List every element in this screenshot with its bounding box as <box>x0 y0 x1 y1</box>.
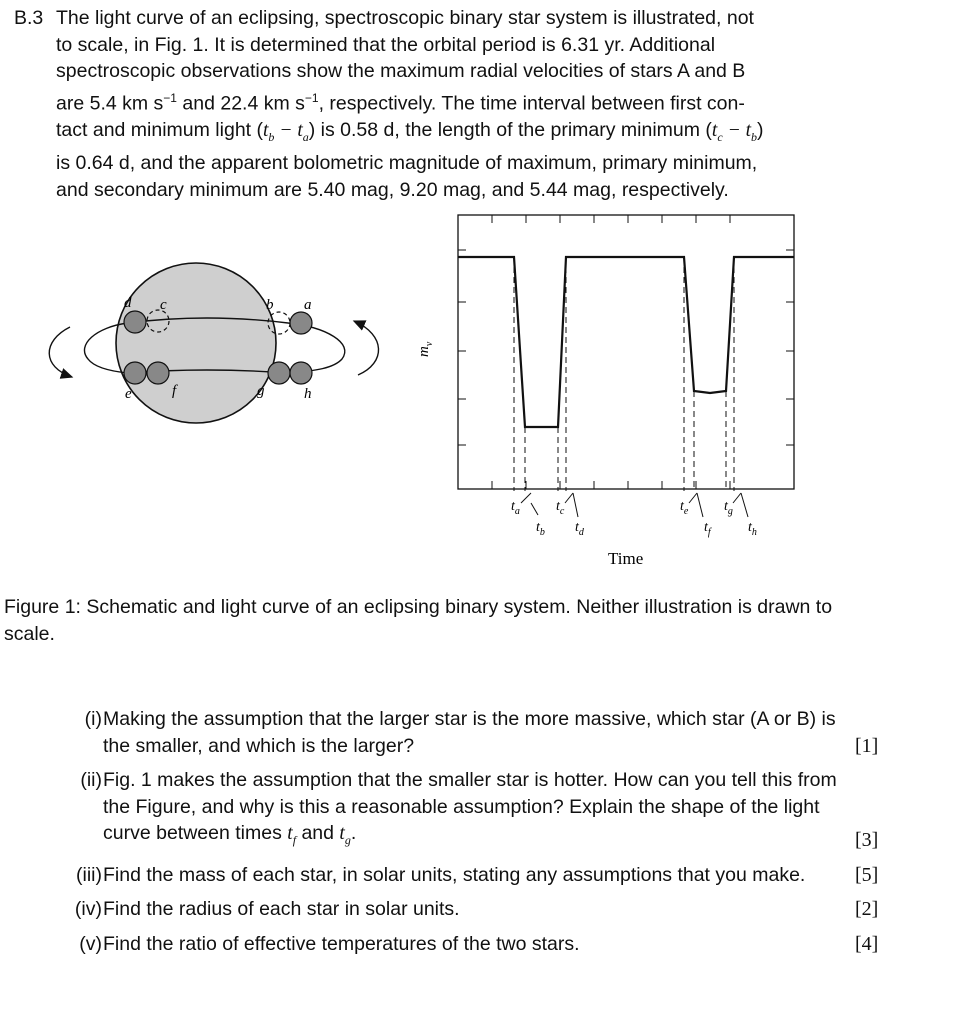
part-text: Find the ratio of effective temperatures of the two stars. <box>103 933 580 956</box>
question-parts <box>0 706 953 966</box>
part-text: Making the assumption that the larger star is the more massive, which star (A or B) is the smaller, and which is the larger? <box>103 708 836 757</box>
part-label: (iv) <box>74 898 102 921</box>
problem-line-5: tact and minimum light $(t_b - t_a)$ is 0.58 d, the length of the primary minimum $(t_c - t_b)$ <box>56 118 764 144</box>
problem-number: B.3 <box>14 7 44 29</box>
problem-line-2: to scale, in Fig. 1. It is determined that the orbital period is 6.31 yr. Additional <box>56 33 716 56</box>
problem-line-7: and secondary minimum are 5.40 mag, 9.20 mag, and 5.44 mag, respectively. <box>56 178 729 201</box>
part-text: Find the mass of each star, in solar units, stating any assumptions that you make. <box>103 863 806 886</box>
label-td: $t_d$ <box>575 520 584 538</box>
label-a: a <box>304 297 312 313</box>
label-b: b <box>266 297 274 313</box>
part-label: (ii) <box>80 769 102 792</box>
label-f: f <box>172 383 177 399</box>
label-tc: $t_c$ <box>556 499 565 517</box>
part-iv <box>0 896 953 923</box>
small-star-position-f <box>147 362 169 384</box>
figure-caption: Figure 1: Schematic and light curve of an eclipsing binary system. Neither illustration is drawn to scale. <box>4 596 833 645</box>
light-curve-line <box>458 257 794 427</box>
right-rotation-arrow <box>354 321 379 375</box>
label-e: e <box>125 386 132 402</box>
label-tb: $t_b$ <box>536 520 545 538</box>
binary-schematic <box>36 255 396 430</box>
label-d: d <box>124 295 132 311</box>
part-label: (i) <box>84 708 102 730</box>
label-tf: $t_f$ <box>704 520 711 538</box>
part-v <box>0 931 953 958</box>
label-te: $t_e$ <box>680 499 689 517</box>
part-label: (iii) <box>76 863 102 886</box>
problem-line-1: The light curve of an eclipsing, spectroscopic binary star system is illustrated, not <box>56 7 754 29</box>
large-star <box>116 263 276 423</box>
small-star-position-a <box>290 312 312 334</box>
label-c: c <box>160 297 167 313</box>
part-text: Fig. 1 makes the assumption that the smaller star is hotter. How can you tell this from the Figure, and why is this a reasonable assumption? Explain the shape of the light curve between times $t_f$ and $t_g$. <box>103 769 837 848</box>
label-h: h <box>304 386 312 402</box>
part-marks: [5] <box>855 863 879 886</box>
part-text: Find the radius of each star in solar units. <box>103 898 460 921</box>
problem-line-4: are 5.4 km $s^{-1}$ and 22.4 km $s^{-1}$, respectively. The time interval between first con- <box>56 90 745 115</box>
label-tg: $t_g$ <box>724 499 733 517</box>
label-th: $t_h$ <box>748 520 757 538</box>
y-axis-label: $m_v$ <box>416 341 435 357</box>
part-marks: [2] <box>855 898 879 921</box>
problem-statement <box>14 5 844 204</box>
part-marks: [1] <box>855 734 879 757</box>
small-star-position-h <box>290 362 312 384</box>
x-axis-label: Time <box>608 549 644 568</box>
small-star-position-e <box>124 362 146 384</box>
part-marks: [4] <box>855 933 879 956</box>
left-rotation-arrow <box>49 327 72 377</box>
problem-line-3: spectroscopic observations show the maximum radial velocities of stars A and B <box>56 60 746 83</box>
part-label: (v) <box>79 933 102 956</box>
label-ta: $t_a$ <box>511 499 520 517</box>
label-g: g <box>257 383 265 399</box>
small-star-position-d <box>124 311 146 333</box>
part-marks: [3] <box>855 829 879 852</box>
problem-line-6: is 0.64 d, and the apparent bolometric magnitude of maximum, primary minimum, <box>56 152 758 175</box>
part-iii <box>0 862 953 889</box>
light-curve <box>410 205 810 575</box>
part-i <box>0 706 953 759</box>
small-star-position-g <box>268 362 290 384</box>
part-ii <box>0 767 953 854</box>
